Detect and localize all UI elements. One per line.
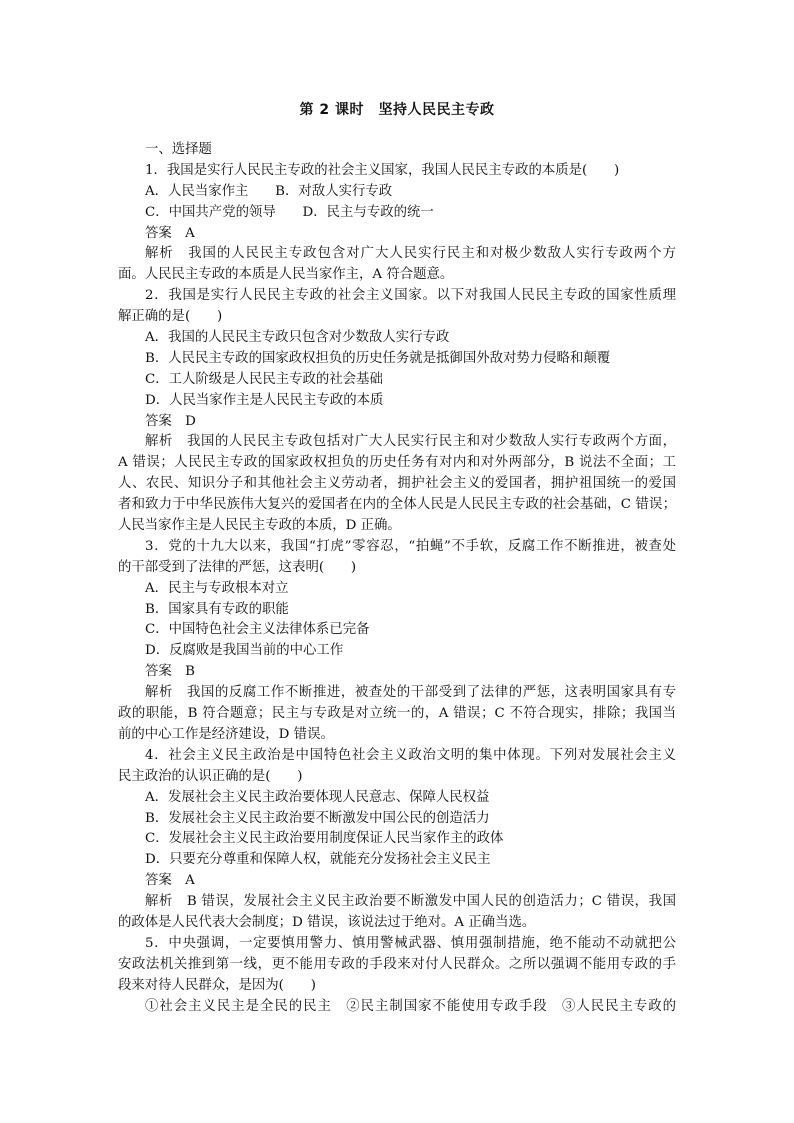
text-line: 政的职能，B 符合题意；民主与专政是对立统一的，A 错误；C 不符合现实，排除；我国当: [118, 706, 676, 722]
text-line: 段来对待人民群众，是因为( ): [118, 977, 316, 993]
text-line: 者和致力于中华民族伟大复兴的爱国者在内的全体人民是人民民主专政的社会基础，C 错误；: [118, 497, 676, 513]
document-body: [118, 140, 676, 1017]
text-line: 的干部受到了法律的严惩，这表明( ): [118, 559, 357, 575]
text-line: A．民主与专政根本对立: [145, 580, 289, 596]
text-line: 安政法机关推到第一线，更不能用专政的手段来对付人民群众。之所以强调不能用专政的手: [118, 956, 676, 972]
text-line: 面。人民民主专政的本质是人民当家作主，A 符合题意。: [118, 267, 454, 283]
text-line: 1．我国是实行人民民主专政的社会主义国家，我国人民民主专政的本质是( ): [145, 162, 620, 178]
text-line: B．发展社会主义民主政治要不断激发中国公民的创造活力: [145, 810, 490, 826]
text-line: D．反腐败是我国当前的中心工作: [145, 643, 344, 659]
text-line: 答案 A: [145, 225, 195, 241]
text-line: A 错误；人民民主专政的国家政权担负的历史任务有对内和对外两部分，B 说法不全面；工: [118, 455, 676, 471]
page-title: 第 2 课时 坚持人民民主专政: [299, 102, 495, 118]
text-line: A．发展社会主义民主政治要体现人民意志、保障人民权益: [145, 789, 490, 805]
text-line: D．人民当家作主是人民民主专政的本质: [145, 392, 384, 408]
text-line: 民主政治的认识正确的是( ): [118, 768, 303, 784]
text-line: 解析 我国的人民民主专政包括对广大人民实行民主和对少数敌人实行专政两个方面，: [145, 434, 676, 450]
text-line: C．中国特色社会主义法律体系已完备: [145, 622, 370, 638]
text-line: 解析 我国的人民民主专政包含对广大人民实行民主和对极少数敌人实行专政两个方: [145, 246, 676, 262]
text-line: 答案 D: [145, 413, 196, 429]
text-line: B．国家具有专政的职能: [145, 601, 289, 617]
text-line: A．我国的人民民主专政只包含对少数敌人实行专政: [145, 330, 450, 346]
text-line: 2．我国是实行人民民主专政的社会主义国家。以下对我国人民民主专政的国家性质理: [145, 288, 676, 304]
text-line: 解析 我国的反腐工作不断推进，被查处的干部受到了法律的严惩，这表明国家具有专: [145, 685, 676, 701]
text-line: C．工人阶级是人民民主专政的社会基础: [145, 371, 383, 387]
text-line: 答案 A: [145, 873, 195, 889]
text-line: C．中国共产党的领导 D．民主与专政的统一: [145, 204, 434, 220]
text-line: 解析 B 错误，发展社会主义民主政治要不断激发中国人民的创造活力；C 错误，我国: [145, 894, 676, 910]
text-line: 前的中心工作是经济建设，D 错误。: [118, 726, 334, 742]
text-line: 解正确的是( ): [118, 309, 223, 325]
text-line: C．发展社会主义民主政治要用制度保证人民当家作主的政体: [145, 831, 504, 847]
text-line: 4．社会主义民主政治是中国特色社会主义政治文明的集中体现。下列对发展社会主义: [145, 747, 676, 763]
text-line: ①社会主义民主是全民的民主 ②民主制国家不能使用专政手段 ③人民民主专政的: [145, 998, 676, 1014]
text-line: 答案 B: [145, 664, 196, 680]
text-line: D．只要充分尊重和保障人权，就能充分发扬社会主义民主: [145, 852, 491, 868]
text-line: B．人民民主专政的国家政权担负的历史任务就是抵御国外敌对势力侵略和颠覆: [145, 350, 611, 366]
text-line: A．人民当家作主 B．对敌人实行专政: [145, 183, 393, 199]
text-line: 3．党的十九大以来，我国“打虎”零容忍，“拍蝇”不手软，反腐工作不断推进，被查处: [145, 538, 676, 554]
text-line: 人民当家作主是人民民主专政的本质，D 正确。: [118, 518, 401, 534]
text-line: 人、农民、知识分子和其他社会主义劳动者，拥护社会主义的爱国者，拥护祖国统一的爱国: [118, 476, 676, 492]
text-line: 5．中央强调，一定要慎用警力、慎用警械武器、慎用强制措施，绝不能动不动就把公: [145, 935, 676, 951]
text-line: 一、选择题: [145, 142, 212, 157]
text-line: 的政体是人民代表大会制度；D 错误，该说法过于绝对。A 正确当选。: [118, 914, 536, 930]
